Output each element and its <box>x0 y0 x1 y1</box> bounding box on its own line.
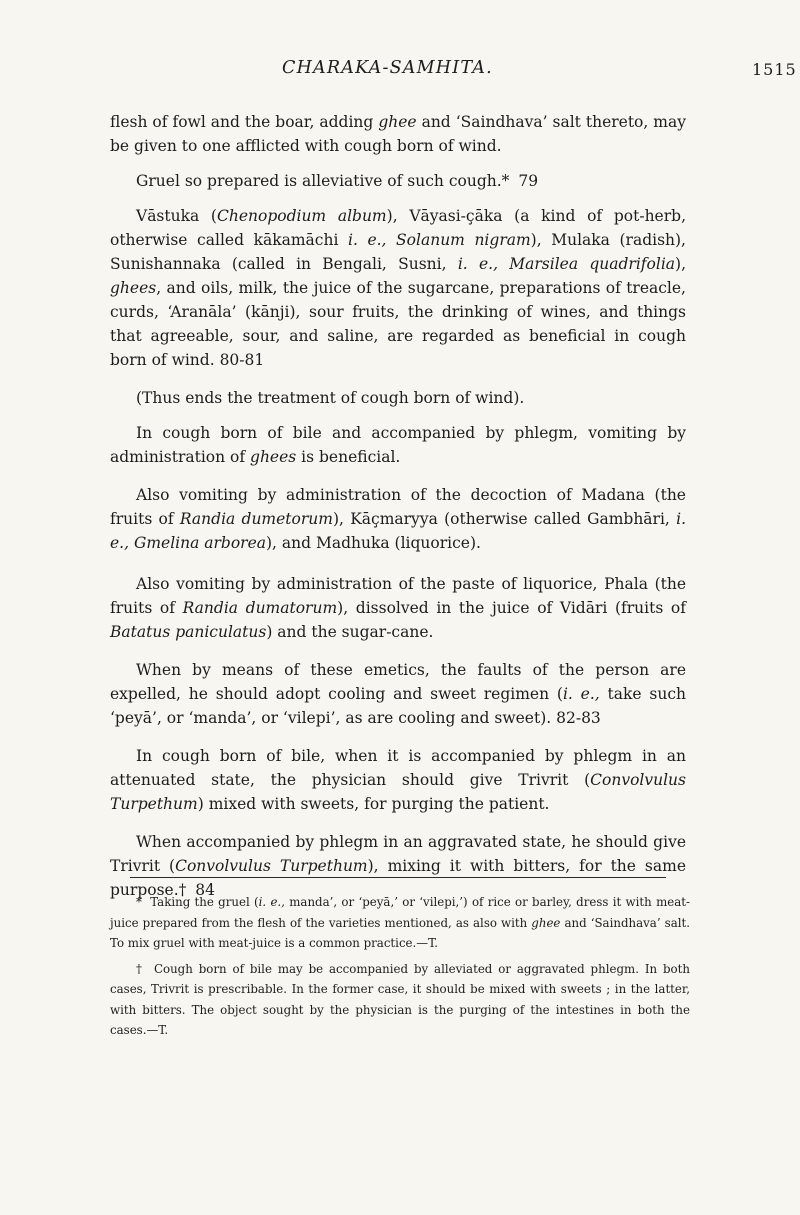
text-run: ), Mulaka (radish), Sunishannaka (called in Bengali, Susni, <box>110 231 686 273</box>
paragraph-1 <box>110 110 686 158</box>
text-run: Cough born of bile may be accompanied by alleviated or aggravated phlegm. In both cases, Trivrit is prescribable. In the former case, it should be mixed with sweets ; in the latter, with bitters. The object sought by the physician is the purging of the intestines in both the cases.—T. <box>110 961 690 1037</box>
paragraph-7 <box>110 572 686 644</box>
verse-number: 80-81 <box>219 351 265 369</box>
italic-run: Batatus paniculatus <box>110 623 267 641</box>
paragraph-3 <box>110 204 686 372</box>
text-run: Gruel so prepared is alleviative of such cough. <box>136 172 502 190</box>
text-run: manda’, or ‘peyā,’ or ‘vilepi,’) of rice or barley, dress it with meat-juice prepared from the flesh of the varieties mentioned, as also with <box>110 895 690 930</box>
text-run: In cough born of bile and accompanied by phlegm, vomiting by administration of <box>110 424 686 466</box>
footnote-mark: † <box>136 961 145 976</box>
running-title: CHARAKA-SAMHITA. <box>282 58 493 78</box>
text-run: Vāstuka ( <box>136 207 217 225</box>
verse-number: 84 <box>190 881 216 899</box>
italic-run: Chenopodium album <box>216 207 387 225</box>
text-run: In cough born of bile, when it is accompanied by phlegm in an attenuated state, the physician should give Trivrit ( <box>110 747 686 789</box>
text-run: ) mixed with sweets, for purging the patient. <box>197 795 550 813</box>
italic-run: Convolvulus Turpethum <box>175 857 368 875</box>
footnotes <box>110 892 690 1041</box>
text-run: and ‘Saindhava’ salt thereto, may be given to one afflicted with cough born of wind. <box>110 113 687 155</box>
footnote-mark: † <box>178 881 187 899</box>
text-run: (Thus ends the treatment of cough born of wind). <box>136 389 525 407</box>
italic-run: i. e., <box>562 685 600 703</box>
footnote-2 <box>110 959 690 1041</box>
footnote-mark: * <box>136 895 142 909</box>
italic-run: Randia dumetorum <box>179 510 333 528</box>
text-run: ), <box>675 255 687 273</box>
text-run: Taking the gruel ( <box>145 895 259 909</box>
text-run: , and oils, milk, the juice of the sugarcane, preparations of treacle, curds, ‘Aranāla’ (kānji), sour fruits, the drinking of wines, and things that agreeable, sour, and saline, are regarded as beneficial in cough born of wind. <box>110 279 686 369</box>
text-run: ), and Madhuka (liquorice). <box>266 534 481 552</box>
paragraph-4 <box>110 386 686 410</box>
text-run: take such ‘peyā’, or ‘manda’, or ‘vilepi’, as are cooling and sweet). <box>110 685 687 727</box>
italic-run: Convolvulus Turpethum <box>110 771 686 813</box>
text-run: ), dissolved in the juice of Vidāri (fruits of <box>337 599 686 617</box>
footnote-1 <box>110 892 690 954</box>
italic-run: i. e., <box>258 895 285 909</box>
page-number: 1515 <box>752 60 797 79</box>
italic-run: ghee <box>378 113 417 131</box>
text-run: Also vomiting by administration of the paste of liquorice, Phala (the fruits of <box>110 575 686 617</box>
italic-run: i. e., Gmelina arborea <box>110 510 686 552</box>
paragraph-6 <box>110 483 686 555</box>
text-run: ) and the sugar-cane. <box>266 623 434 641</box>
verse-number: 79 <box>513 172 539 190</box>
text-run: is beneficial. <box>296 448 401 466</box>
verse-number: 82-83 <box>556 709 601 727</box>
text-run: When by means of these emetics, the faults of the person are expelled, he should adopt cooling and sweet regimen ( <box>110 661 686 703</box>
running-head <box>0 58 800 88</box>
text-run: and ‘Saindhava’ salt. To mix gruel with meat-juice is a common practice.—T. <box>110 915 690 950</box>
italic-run: ghee <box>531 915 561 930</box>
paragraph-9 <box>110 744 686 816</box>
footnote-mark: * <box>501 172 510 190</box>
italic-run: Randia dumatorum <box>182 599 338 617</box>
text-run: When accompanied by phlegm in an aggravated state, he should give Trivrit ( <box>110 833 686 875</box>
text-run: ), Kāçmaryya (otherwise called Gambhāri, <box>332 510 677 528</box>
paragraph-2 <box>110 169 686 193</box>
text-run: ), Vāyasi-çāka (a kind of pot-herb, otherwise called kākamāchi <box>110 207 686 249</box>
text-run: Also vomiting by administration of the decoction of Madana (the fruits of <box>110 486 686 528</box>
footnote-rule <box>130 877 666 878</box>
italic-run: ghees <box>110 279 157 297</box>
paragraph-5 <box>110 421 686 469</box>
paragraph-8 <box>110 658 686 730</box>
italic-run: ghees <box>250 448 297 466</box>
text-run: ), mixing it with bitters, for the same purpose. <box>110 857 687 899</box>
body-text <box>110 110 686 902</box>
italic-run: i. e., Marsilea quadrifolia <box>457 255 676 273</box>
italic-run: i. e., Solanum nigram <box>347 231 531 249</box>
text-run: flesh of fowl and the boar, adding <box>110 113 379 131</box>
